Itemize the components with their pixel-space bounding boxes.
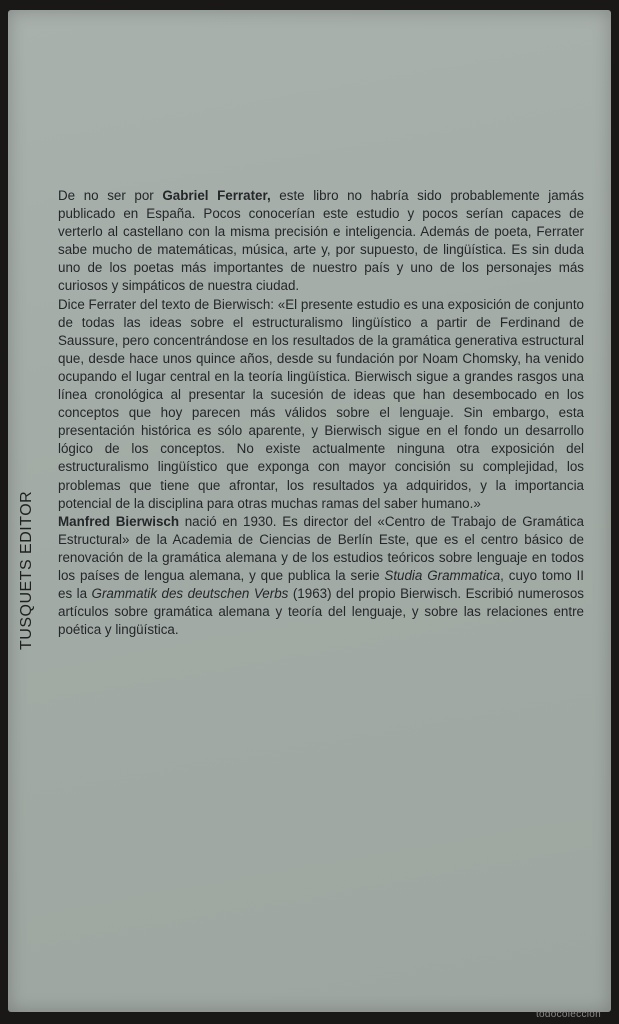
book-title: Grammatik des deutschen Verbs [91,586,289,602]
blurb-paragraph-quote: Dice Ferrater del texto de Bierwisch: «El presente estudio es una exposición de conjunto de todas las ideas sobre el estructuralismo lingüístico a partir de Ferdinand de Saussure, pero concentrándose en los resultados de la gramática generativa estructural que, desde hace unos quince años, desde su fundación por Noam Chomsky, ha venido ocupando el lugar central en la teoría lingüística. Bierwisch sigue a grandes rasgos una línea cronológica al presentar la sucesión de ideas que han desembocado en los conceptos que hoy parecen más válidos sobre el lenguaje. Sin embargo, esta presentación histórica es sólo aparente, y Bierwisch sigue en el fondo un desarrollo lógico de los conceptos. No existe actualmente ninguna otra exposición del estructuralismo lingüístico que exponga con mayor concisión su complejidad, los problemas que tiene que afrontar, los resultados ya adquiridos, y la importancia potencial de la disciplina para otras muchas ramas del saber humano.» [58,296,584,511]
blurb-text: este libro no habría sido probablemente jamás publicado en España. Pocos conocerían este estudio y pocos serían capaces de verterlo al castellano con la misma precisión e inteligencia. Además de poeta, Ferrater sabe mucho de matemáticas, música, arte y, por supuesto, de lingüística. Es sin duda uno de los poetas más importantes de nuestro país y uno de los personajes más curiosos y simpáticos de nuestra ciudad. [58,188,584,294]
blurb-text: De no ser por [58,188,163,203]
publisher-label: TUSQUETS EDITOR [18,490,35,650]
blurb-text: , cuyo tomo II es la [58,567,584,602]
blurb-text: nació en 1930. Es director del «Centro de Trabajo de Gramática Estructural» de la Academia de Ciencias de Berlín Este, que es el centro básico de renovación de la gramática alemana y de los estudios teóricos sobre lenguaje en todos los países de lengua alemana, y que publica la serie [58,513,584,583]
author-name-ferrater: Gabriel Ferrater, [162,188,271,203]
author-name-bierwisch: Manfred Bierwisch [58,513,180,529]
watermark: todocoleccion [535,1009,601,1020]
blurb-paragraph-bierwisch [58,513,584,640]
back-cover-blurb [58,187,584,639]
blurb-text: (1963) del propio Bierwisch. Escribió numerosos artículos sobre gramática alemana y teoría del lenguaje, y sobre las relaciones entre poética y lingüística. [58,586,584,638]
series-title: Studia Grammatica [384,567,501,583]
blurb-paragraph-ferrater [58,187,584,296]
